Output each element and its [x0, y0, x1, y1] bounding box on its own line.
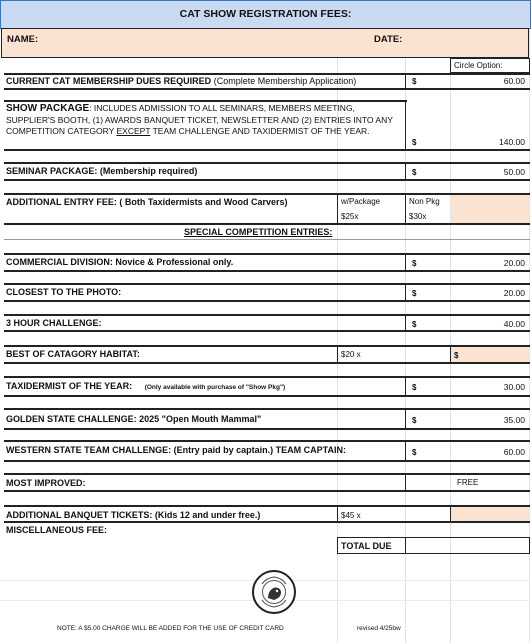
dues-dollar: $: [412, 77, 417, 86]
habitat-dollar: $: [454, 351, 459, 360]
seminar-amount[interactable]: 50.00: [503, 167, 525, 177]
cell-border: [405, 193, 406, 224]
show-package-desc-end: TEAM CHALLENGE AND TAXIDERMIST OF THE YEAR.: [150, 126, 370, 136]
closest-label: CLOSEST TO THE PHOTO:: [6, 287, 122, 297]
circle-option-cell: [450, 58, 530, 73]
revised-note: revised 4/25bw: [357, 625, 401, 632]
circle-option-label: Circle Option:: [454, 61, 503, 70]
habitat-input[interactable]: [451, 347, 529, 362]
cell-border: [405, 314, 406, 331]
except-text: EXCEPT: [116, 126, 151, 136]
show-package-desc: : INCLUDES ADMISSION TO ALL SEMINARS, MEMBERS MEETING, SUPPLIER'S BOOTH, (1) AWARDS BANQUET TICKET, NEWSLETTER AND (2) ENTRIES INTO ANY COMPETITION CATEGORY: [6, 103, 393, 136]
row-border: [4, 239, 530, 240]
banquet-input[interactable]: [451, 507, 529, 521]
row-border: [4, 473, 530, 475]
three-hour-amount[interactable]: 40.00: [503, 319, 525, 329]
golden-dollar: $: [412, 416, 417, 425]
non-pkg-label: Non Pkg: [409, 197, 440, 206]
cell-border: [405, 162, 406, 180]
toty-amount[interactable]: 30.00: [503, 382, 525, 392]
row-border: [4, 88, 530, 90]
row-border: [4, 162, 530, 164]
row-border: [4, 149, 530, 151]
most-improved-label: MOST IMPROVED:: [6, 478, 86, 488]
dues-row: [6, 76, 356, 86]
row-border: [4, 253, 530, 255]
total-due-label: TOTAL DUE: [341, 541, 392, 551]
three-hour-dollar: $: [412, 320, 417, 329]
commercial-label: COMMERCIAL DIVISION: Novice & Professional only.: [6, 257, 234, 267]
w-package-price: $25x: [341, 212, 359, 221]
cell-border: [405, 408, 406, 429]
misc-fee-label: MISCELLANEOUS FEE:: [6, 525, 108, 535]
total-due-input[interactable]: [407, 539, 528, 552]
seminar-dollar: $: [412, 168, 417, 177]
form-title: CAT SHOW REGISTRATION FEES:: [0, 0, 531, 29]
cell-border: [337, 193, 338, 224]
show-package-text: [6, 103, 401, 147]
row-border: [4, 270, 530, 272]
w-package-label: w/Package: [341, 197, 381, 206]
row-border: [4, 283, 530, 285]
closest-dollar: $: [412, 289, 417, 298]
banquet-price: $45 x: [341, 511, 361, 520]
cell-border: [337, 345, 338, 363]
toty-label: TAXIDERMIST OF THE YEAR:: [6, 381, 133, 391]
special-entries-heading: SPECIAL COMPETITION ENTRIES:: [184, 227, 333, 237]
row-border: [4, 408, 530, 410]
most-improved-value: FREE: [457, 478, 479, 487]
golden-label: GOLDEN STATE CHALLENGE: 2025 "Open Mouth Mammal": [6, 414, 262, 424]
row-border: [4, 428, 530, 430]
show-package-label: SHOW PACKAGE: [6, 103, 90, 114]
dues-label: CURRENT CAT MEMBERSHIP DUES REQUIRED: [6, 76, 212, 86]
row-border: [4, 521, 530, 523]
commercial-amount[interactable]: 20.00: [503, 258, 525, 268]
cell-border: [405, 376, 406, 396]
row-border: [4, 330, 530, 332]
closest-amount[interactable]: 20.00: [503, 288, 525, 298]
cell-border: [405, 440, 406, 461]
toty-note: (Only available with purchase of "Show Pkg"): [144, 384, 286, 391]
cell-border: [405, 73, 406, 89]
animal-silhouette-icon: [254, 572, 294, 612]
cell-border: [405, 473, 406, 491]
logo-seal-icon: [252, 570, 296, 614]
credit-card-note: NOTE: A $5.00 CHARGE WILL BE ADDED FOR THE USE OF CREDIT CARD: [57, 625, 284, 632]
cell-border: [405, 283, 406, 301]
cell-border: [405, 100, 406, 150]
cell-border: [405, 537, 406, 554]
row-border: [4, 376, 530, 378]
row-border: [4, 73, 530, 75]
habitat-label: BEST OF CATAGORY HABITAT:: [6, 349, 140, 359]
banquet-label: ADDITIONAL BANQUET TICKETS: (Kids 12 and under free.): [6, 510, 261, 520]
row-border: [4, 100, 407, 102]
non-pkg-price: $30x: [409, 212, 427, 221]
commercial-dollar: $: [412, 259, 417, 268]
row-border: [4, 300, 530, 302]
dues-amount[interactable]: 60.00: [503, 76, 525, 86]
toty-dollar: $: [412, 383, 417, 392]
row-border: [4, 395, 530, 397]
cell-border: [405, 253, 406, 271]
row-border: [4, 440, 530, 442]
three-hour-label: 3 HOUR CHALLENGE:: [6, 318, 102, 328]
toty-row: [6, 381, 285, 391]
package-dollar: $: [412, 138, 417, 147]
entry-fee-input[interactable]: [451, 195, 529, 223]
row-border: [4, 179, 530, 181]
row-border: [4, 314, 530, 316]
golden-amount[interactable]: 35.00: [503, 415, 525, 425]
seminar-label: SEMINAR PACKAGE: (Membership required): [6, 166, 198, 176]
row-border: [4, 490, 530, 492]
western-amount[interactable]: 60.00: [503, 447, 525, 457]
row-border: [4, 460, 530, 462]
name-date-bar: [1, 28, 529, 58]
show-package-amount[interactable]: 140.00: [499, 137, 525, 147]
western-dollar: $: [412, 448, 417, 457]
dues-note: (Complete Membership Application): [213, 76, 357, 86]
habitat-price: $20 x: [341, 350, 361, 359]
western-label: WESTERN STATE TEAM CHALLENGE: (Entry paid by captain.) TEAM CAPTAIN:: [6, 445, 347, 455]
additional-entry-label: ADDITIONAL ENTRY FEE: ( Both Taxidermists and Wood Carvers): [6, 197, 288, 207]
date-label: DATE:: [374, 34, 403, 45]
row-border: [4, 362, 530, 364]
name-label: NAME:: [7, 34, 39, 45]
cell-border: [337, 505, 338, 522]
row-border: [4, 223, 530, 225]
